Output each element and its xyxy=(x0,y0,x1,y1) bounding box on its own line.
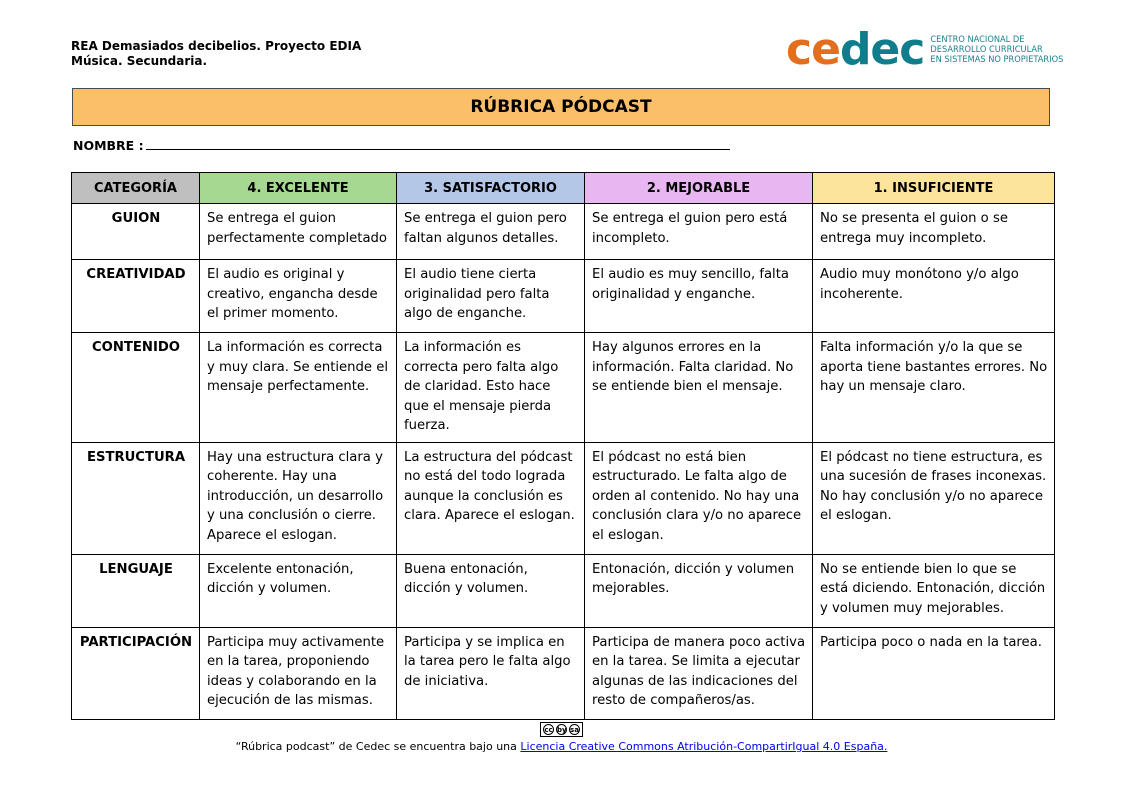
nombre-label: NOMBRE : xyxy=(73,138,144,153)
table-cell: La información es correcta y muy clara. Se entiende el mensaje perfectamente. xyxy=(200,333,397,443)
table-cell: El audio es muy sencillo, falta originalidad y enganche. xyxy=(585,260,813,333)
table-cell: Buena entonación, dicción y volumen. xyxy=(397,554,585,627)
table-cell: Se entrega el guion pero faltan algunos detalles. xyxy=(397,204,585,260)
table-cell: Entonación, dicción y volumen mejorables. xyxy=(585,554,813,627)
table-cell: Participa poco o nada en la tarea. xyxy=(813,627,1055,719)
table-row xyxy=(72,260,1055,333)
header-category: CATEGORÍA xyxy=(72,173,200,204)
table-row xyxy=(72,333,1055,443)
cedec-logo xyxy=(786,24,1064,75)
table-cell: El audio tiene cierta originalidad pero falta algo de enganche. xyxy=(397,260,585,333)
header-satisfactorio: 3. SATISFACTORIO xyxy=(397,173,585,204)
table-row xyxy=(72,442,1055,554)
table-cell: La información es correcta pero falta algo de claridad. Esto hace que el mensaje pierda fuerza. xyxy=(397,333,585,443)
license-link[interactable]: Licencia Creative Commons Atribución-CompartirIgual 4.0 España. xyxy=(520,740,888,753)
table-cell: No se presenta el guion o se entrega muy incompleto. xyxy=(813,204,1055,260)
header-insuficiente: 1. INSUFICIENTE xyxy=(813,173,1055,204)
table-cell: No se entiende bien lo que se está diciendo. Entonación, dicción y volumen muy mejorables. xyxy=(813,554,1055,627)
table-cell: Se entrega el guion pero está incompleto. xyxy=(585,204,813,260)
license-text: “Rúbrica podcast” de Cedec se encuentra bajo una xyxy=(235,740,521,753)
nombre-line xyxy=(146,139,730,150)
table-cell: Participa muy activamente en la tarea, proponiendo ideas y colaborando en la ejecución de las mismas. xyxy=(200,627,397,719)
table-cell: El audio es original y creativo, engancha desde el primer momento. xyxy=(200,260,397,333)
row-category: GUION xyxy=(72,204,200,260)
license-footer xyxy=(0,722,1123,753)
table-cell: Hay algunos errores en la información. Falta claridad. No se entiende bien el mensaje. xyxy=(585,333,813,443)
row-category: LENGUAJE xyxy=(72,554,200,627)
row-category: ESTRUCTURA xyxy=(72,442,200,554)
document-header xyxy=(71,39,361,69)
table-row xyxy=(72,554,1055,627)
table-cell: Hay una estructura clara y coherente. Hay una introducción, un desarrollo y una conclusión o cierre. Aparece el eslogan. xyxy=(200,442,397,554)
row-category: CREATIVIDAD xyxy=(72,260,200,333)
header-line-2: Música. Secundaria. xyxy=(71,54,208,68)
table-row xyxy=(72,627,1055,719)
header-mejorable: 2. MEJORABLE xyxy=(585,173,813,204)
table-cell: Falta información y/o la que se aporta tiene bastantes errores. No hay un mensaje claro. xyxy=(813,333,1055,443)
page-title: RÚBRICA PÓDCAST xyxy=(72,88,1050,126)
cedec-logo-subtitle: CENTRO NACIONAL DE DESARROLLO CURRICULAR EN SISTEMAS NO PROPIETARIOS xyxy=(930,34,1064,65)
table-cell: El pódcast no está bien estructurado. Le falta algo de orden al contenido. No hay una conclusión clara y/o no aparece el eslogan. xyxy=(585,442,813,554)
table-cell: La estructura del pódcast no está del todo lograda aunque la conclusión es clara. Aparece el eslogan. xyxy=(397,442,585,554)
rubric-header-row xyxy=(72,173,1055,204)
creative-commons-icon: cc by sa xyxy=(540,722,583,737)
table-cell: Audio muy monótono y/o algo incoherente. xyxy=(813,260,1055,333)
table-row xyxy=(72,204,1055,260)
table-cell: El pódcast no tiene estructura, es una sucesión de frases inconexas. No hay conclusión y/o no aparece el eslogan. xyxy=(813,442,1055,554)
table-cell: Se entrega el guion perfectamente completado xyxy=(200,204,397,260)
header-excelente: 4. EXCELENTE xyxy=(200,173,397,204)
rubric-table xyxy=(71,172,1055,720)
cedec-logo-wordmark: cedec xyxy=(786,24,925,75)
table-cell: Participa y se implica en la tarea pero le falta algo de iniciativa. xyxy=(397,627,585,719)
row-category: CONTENIDO xyxy=(72,333,200,443)
header-line-1: REA Demasiados decibelios. Proyecto EDIA xyxy=(71,39,362,53)
table-cell: Participa de manera poco activa en la tarea. Se limita a ejecutar algunas de las indicaciones del resto de compañeros/as. xyxy=(585,627,813,719)
row-category: PARTICIPACIÓN xyxy=(72,627,200,719)
table-cell: Excelente entonación, dicción y volumen. xyxy=(200,554,397,627)
nombre-field xyxy=(73,138,730,153)
